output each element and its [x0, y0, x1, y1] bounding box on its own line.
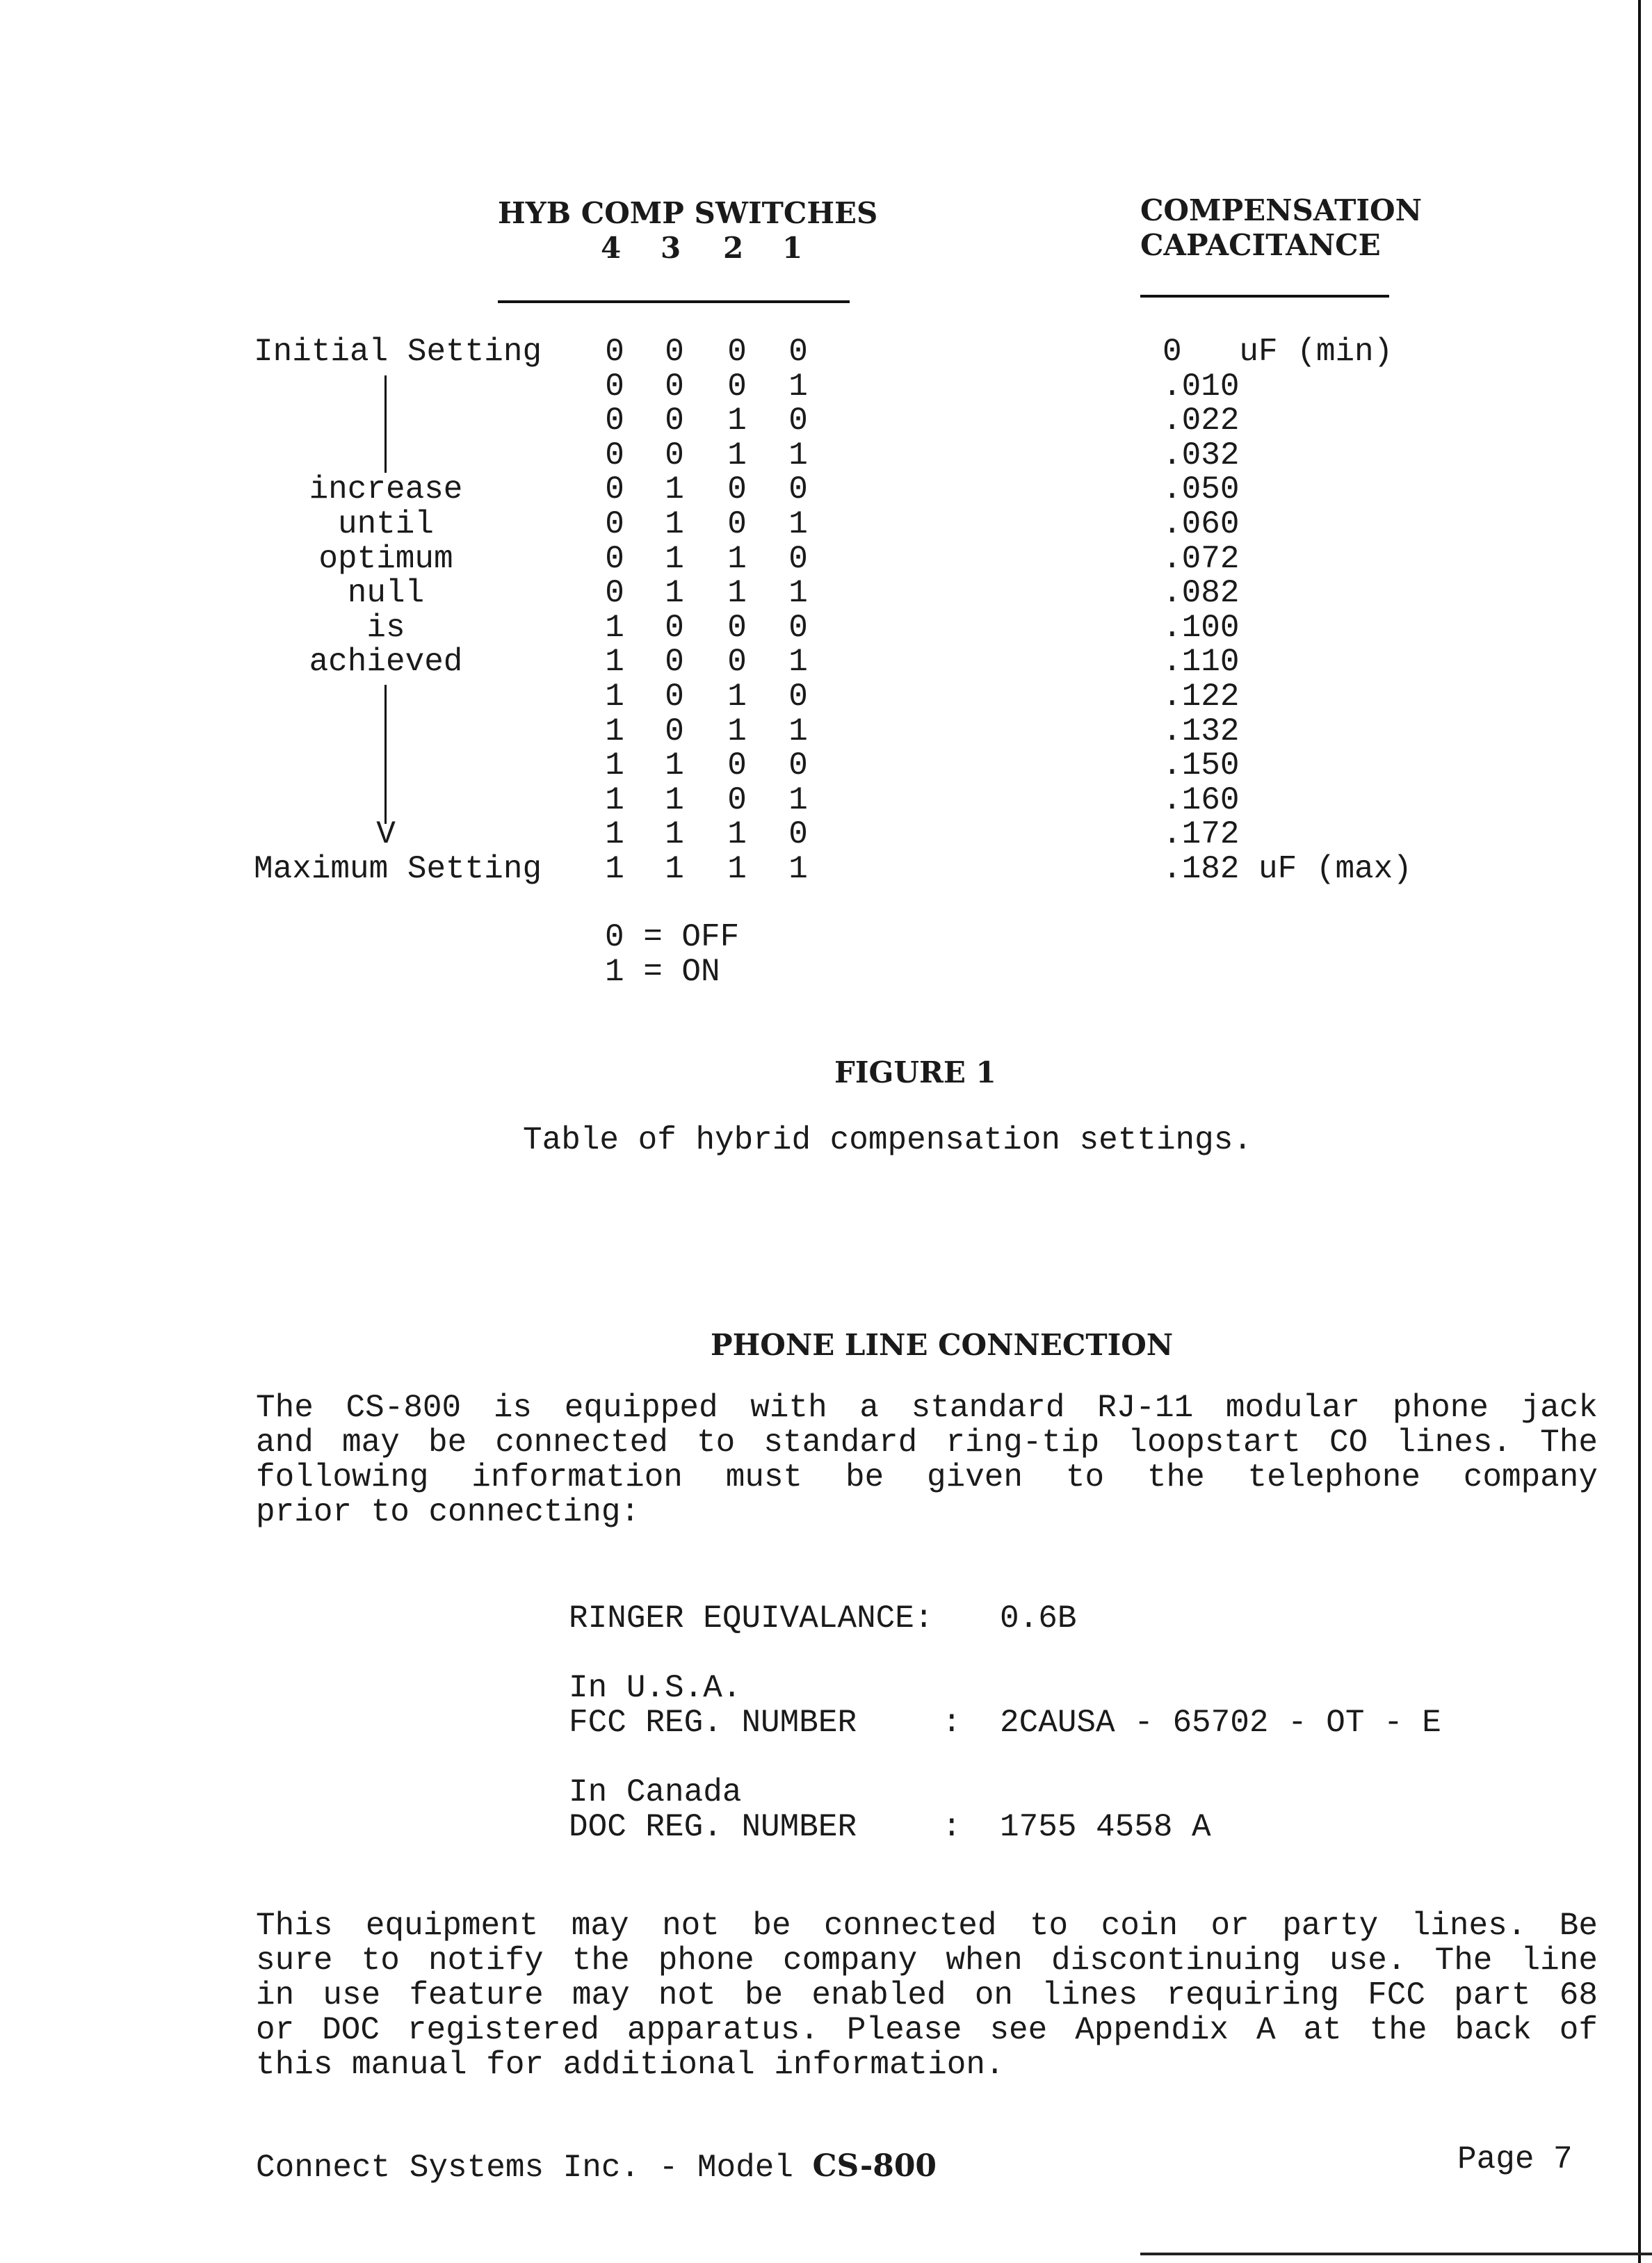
switch-bit: 1: [665, 471, 684, 508]
figure-title: FIGURE 1: [834, 1055, 996, 1089]
capacitance-value: .182 uF (max): [1163, 851, 1412, 887]
switch-bit: 1: [788, 368, 808, 405]
paragraph-line: following information must be given to the telephone company: [256, 1459, 1598, 1495]
paragraph-line: sure to notify the phone company when discontinuing use. The line: [256, 1942, 1598, 1979]
switch-bit: 0: [727, 609, 747, 646]
paragraph-line: prior to connecting:: [256, 1494, 640, 1530]
switch-bit: 1: [727, 851, 747, 887]
switch-bit: 1: [605, 644, 624, 681]
switch-bit: 1: [727, 575, 747, 612]
capacitance-value: .110: [1163, 644, 1240, 681]
switch-bit: 1: [727, 540, 747, 577]
legend-off: 0 = OFF: [605, 919, 740, 955]
page-edge: [1638, 0, 1641, 2263]
row-label: Initial Setting: [254, 334, 542, 370]
switch-bit: 0: [727, 644, 747, 681]
switch-bit: 1: [665, 540, 684, 577]
switch-bit: 0: [788, 609, 808, 646]
switch-bit: 0: [605, 368, 624, 405]
switch-bit: 1: [665, 851, 684, 887]
arrow-line-bottom: [384, 685, 387, 824]
switch-bit: 1: [665, 506, 684, 542]
legend-on: 1 = ON: [605, 954, 720, 990]
capacitance-value: .132: [1163, 713, 1240, 749]
switches-header-rule: [498, 300, 850, 303]
row-label: V: [376, 816, 396, 853]
paragraph-notice: [256, 1908, 1598, 2082]
section-heading: PHONE LINE CONNECTION: [711, 1328, 1174, 1362]
switch-bit: 0: [788, 816, 808, 853]
switch-bit: 0: [605, 506, 624, 542]
switch-bit: 1: [788, 437, 808, 473]
switch-bit: 0: [788, 540, 808, 577]
capacitance-value: .050: [1163, 471, 1240, 508]
switch-bit: 1: [727, 679, 747, 715]
figure-caption: Table of hybrid compensation settings.: [523, 1122, 1252, 1158]
footer-model: CS-800: [812, 2148, 937, 2184]
switch-bit: 0: [665, 609, 684, 646]
switch-bit: 1: [605, 816, 624, 853]
row-label: Maximum Setting: [254, 851, 542, 887]
switch-bit: 1: [665, 781, 684, 818]
row-label: optimum: [318, 540, 453, 577]
switch-bit: 0: [665, 679, 684, 715]
doc-value: 1755 4558 A: [1000, 1809, 1211, 1845]
switch-bit: 0: [788, 403, 808, 439]
switch-bit: 0: [665, 713, 684, 749]
row-label: is: [366, 609, 405, 646]
fcc-label: FCC REG. NUMBER: [569, 1705, 857, 1741]
switch-bit: 0: [665, 334, 684, 370]
switch-bit: 1: [727, 437, 747, 473]
doc-colon: :: [942, 1809, 962, 1845]
switch-bit: 0: [727, 781, 747, 818]
footer-company: [256, 2148, 937, 2186]
switch-bit: 1: [665, 816, 684, 853]
capacitance-value: .100: [1163, 609, 1240, 646]
switch-bit: 1: [788, 575, 808, 612]
capacitance-value: .160: [1163, 781, 1240, 818]
capacitance-value: .022: [1163, 403, 1240, 439]
capacitance-value: .072: [1163, 540, 1240, 577]
switch-bit: 1: [605, 679, 624, 715]
doc-label: DOC REG. NUMBER: [569, 1809, 857, 1845]
paragraph-line: The CS-800 is equipped with a standard RJ-11 modular phone jack: [256, 1390, 1598, 1426]
capacitance-value: .032: [1163, 437, 1240, 473]
capacitance-value: .082: [1163, 575, 1240, 612]
switch-bit: 0: [605, 575, 624, 612]
capacitance-title-line1: COMPENSATION: [1140, 193, 1422, 227]
switch-bit: 1: [788, 506, 808, 542]
switch-bit: 1: [727, 816, 747, 853]
switch-bit: 1: [605, 747, 624, 784]
switch-bit: 0: [605, 540, 624, 577]
switch-bit: 0: [727, 471, 747, 508]
switch-bit: 0: [605, 403, 624, 439]
ringer-value: 0.6B: [1000, 1600, 1077, 1637]
switch-number-2: 2: [723, 231, 744, 265]
switch-bit: 1: [665, 575, 684, 612]
switch-bit: 0: [788, 471, 808, 508]
canada-label: In Canada: [569, 1774, 742, 1810]
capacitance-value: 0 uF (min): [1163, 334, 1393, 370]
row-label: increase: [309, 471, 463, 508]
bottom-rule: [1140, 2253, 1652, 2255]
switch-bit: 0: [665, 403, 684, 439]
switch-bit: 0: [788, 334, 808, 370]
row-label: achieved: [309, 644, 463, 681]
fcc-colon: :: [942, 1705, 962, 1741]
ringer-label: RINGER EQUIVALANCE:: [569, 1600, 934, 1637]
capacitance-title-line2: CAPACITANCE: [1140, 228, 1381, 262]
capacitance-value: .172: [1163, 816, 1240, 853]
capacitance-header-rule: [1140, 295, 1389, 298]
switch-bit: 0: [605, 437, 624, 473]
paragraph-intro: [256, 1390, 1598, 1530]
paragraph-line: or DOC registered apparatus. Please see Appendix A at the back of: [256, 2012, 1598, 2048]
capacitance-value: .010: [1163, 368, 1240, 405]
switch-bit: 0: [727, 334, 747, 370]
switch-bit: 1: [788, 713, 808, 749]
fcc-value: 2CAUSA - 65702 - OT - E: [1000, 1705, 1441, 1741]
switch-bit: 0: [727, 506, 747, 542]
footer-company-text: Connect Systems Inc. - Model: [256, 2150, 813, 2186]
switch-bit: 1: [665, 747, 684, 784]
arrow-line-top: [384, 375, 387, 473]
switch-bit: 0: [788, 747, 808, 784]
switch-bit: 0: [605, 471, 624, 508]
row-label: until: [337, 506, 435, 542]
switch-bit: 0: [665, 437, 684, 473]
switch-bit: 1: [605, 609, 624, 646]
switch-bit: 1: [605, 851, 624, 887]
paragraph-line: and may be connected to standard ring-tip loopstart CO lines. The: [256, 1425, 1598, 1461]
switch-bit: 1: [605, 781, 624, 818]
switch-bit: 1: [727, 713, 747, 749]
switch-bit: 1: [788, 781, 808, 818]
capacitance-value: .122: [1163, 679, 1240, 715]
switch-bit: 0: [605, 334, 624, 370]
capacitance-value: .150: [1163, 747, 1240, 784]
row-label: null: [347, 575, 425, 612]
paragraph-line: in use feature may not be enabled on lines requiring FCC part 68: [256, 1977, 1598, 2013]
switch-number-1: 1: [782, 231, 803, 265]
switch-bit: 0: [665, 644, 684, 681]
capacitance-value: .060: [1163, 506, 1240, 542]
switch-bit: 0: [788, 679, 808, 715]
paragraph-line: this manual for additional information.: [256, 2047, 1005, 2083]
switch-number-4: 4: [601, 231, 622, 265]
switch-bit: 1: [788, 644, 808, 681]
switch-bit: 0: [665, 368, 684, 405]
switch-bit: 0: [727, 747, 747, 784]
switch-bit: 0: [727, 368, 747, 405]
paragraph-line: This equipment may not be connected to coin or party lines. Be: [256, 1908, 1598, 1944]
switch-number-3: 3: [661, 231, 681, 265]
switch-bit: 1: [788, 851, 808, 887]
usa-label: In U.S.A.: [569, 1670, 742, 1706]
switch-bit: 1: [605, 713, 624, 749]
switch-bit: 1: [727, 403, 747, 439]
footer-page: Page 7: [1457, 2141, 1573, 2177]
switches-title: HYB COMP SWITCHES: [498, 196, 878, 230]
